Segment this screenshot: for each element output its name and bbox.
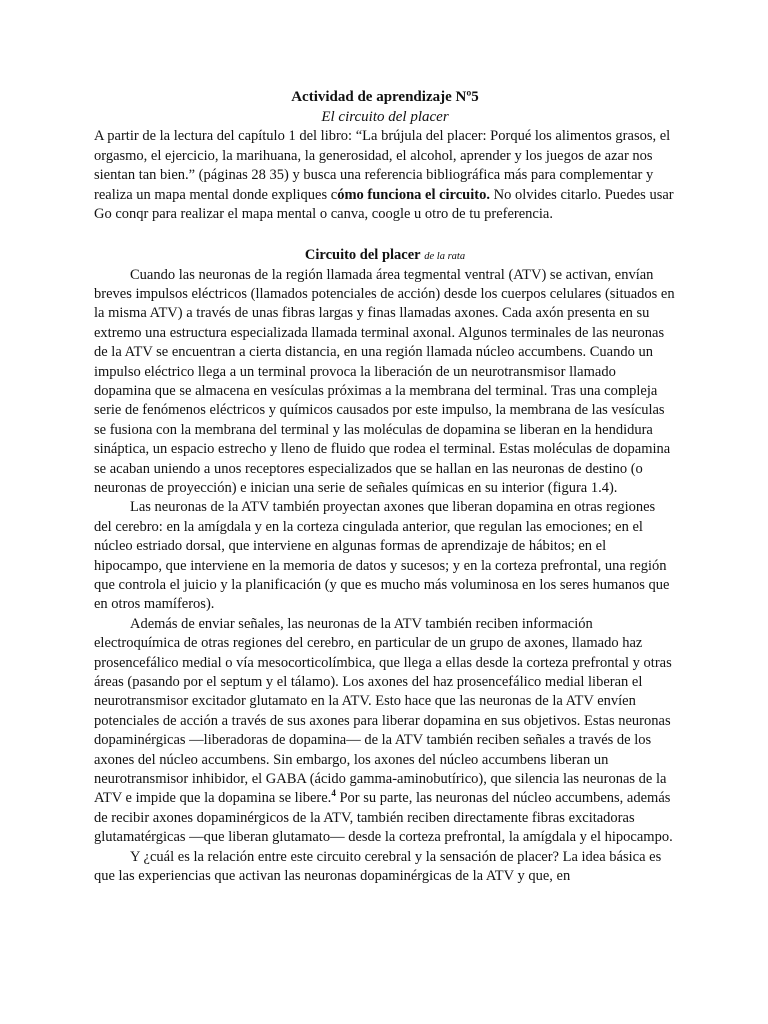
intro-paragraph — [94, 127, 676, 225]
section-heading — [94, 246, 676, 266]
body-paragraph-2: Las neuronas de la ATV también proyectan axones que liberan dopamina en otras regiones del cerebro: en la amígdala y en la corteza cingulada anterior, que regulan las emociones; en el núcleo estriado dorsal, que interviene en algunas formas de aprendizaje de hábitos; en el hipocampo, que interviene en la memoria de datos y sucesos; y en la corteza prefrontal, una región que controla el juicio y la planificación (y que es mucho más voluminosa en los seres humanos que en otros mamíferos). — [94, 499, 670, 613]
section-heading-main: Circuito del placer — [304, 246, 421, 263]
intro-text-end: No olvides citarlo. Puedes usar Go conqr para realizar el mapa mental o canva, coogle u otro de tu preferencia. — [94, 186, 674, 222]
footnote-marker: 4 — [331, 788, 336, 799]
paragraph-3-text-end: Por su parte, las neuronas del núcleo accumbens, además de recibir axones dopaminérgicos de la ATV, también reciben directamente fibras excitadoras glutamatérgicas —que liberan glutamato— desde la corteza prefrontal, la amígdala y el hipocampo. — [94, 790, 673, 846]
document-subtitle: El circuito del placer — [321, 109, 449, 125]
paragraph-3-text: Además de enviar señales, las neuronas de la ATV también reciben información electroquímica de otras regiones del cerebro, en particular de un grupo de axones, llamado haz prosencefálico medial o vía mesocorticolímbica, que llega a ellas desde la corteza prefrontal y otras áreas (pasando por el septum y el tálamo). Los axones del haz prosencefálico medial liberan el neurotransmisor excitador glutamato en la ATV. Esto hace que las neuronas de la ATV envíen potenciales de acción a través de sus axones para liberar dopamina en sus objetivos. Estas neuronas dopaminérgicas —liberadoras de dopamina— de la ATV también reciben señales a través de los axones del núcleo accumbens. Sin embargo, los axones del núcleo accumbens liberan un neurotransmisor inhibidor, el GABA (ácido gamma-aminobutírico), que silencia las neuronas de la ATV e impide que la dopamina se libere. — [94, 615, 672, 807]
body-paragraph-3 — [94, 615, 676, 848]
document-title: Actividad de aprendizaje Nº5 — [291, 89, 479, 105]
intro-bold-text: ómo funciona el circuito. — [337, 186, 490, 203]
document-page — [94, 88, 676, 887]
body-paragraph-4: Y ¿cuál es la relación entre este circuito cerebral y la sensación de placer? La idea básica es que las experiencias que activan las neuronas dopaminérgicas de la ATV y que, en — [94, 848, 662, 885]
section-heading-annotation: de la rata — [424, 250, 466, 262]
body-paragraph-1: Cuando las neuronas de la región llamada área tegmental ventral (ATV) se activan, envían breves impulsos eléctricos (llamados potenciales de acción) desde los cuerpos celulares (situados en la misma ATV) a través de unas fibras largas y finas llamadas axones. Cada axón presenta en su extremo una estructura especializada llamada terminal axonal. Algunos terminales de las neuronas de la ATV se encuentran a cierta distancia, en una región llamada núcleo accumbens. Cuando un impulso eléctrico llega a un terminal provoca la liberación de un neurotransmisor llamado dopamina que se almacena en vesículas próximas a la membrana del terminal. Tras una compleja serie de fenómenos eléctricos y químicos causados por este impulso, la membrana de las vesículas se fusiona con la membrana del terminal y las moléculas de dopamina se liberan en la hendidura sináptica, un espacio estrecho y lleno de fluido que rodea el terminal. Estas moléculas de dopamina se acaban uniendo a unos receptores especializados que se hallan en las neuronas de destino (o neuronas de proyección) e inician una serie de señales químicas en su interior (figura 1.4). — [94, 266, 675, 496]
intro-text: A partir de la lectura del capítulo 1 del libro: “La brújula del placer: Porqué los alimentos grasos, el orgasmo, el ejercicio, la marihuana, la generosidad, el alcohol, aprender y los juegos de azar nos sientan tan bien.” (páginas 28 35) y busca una referencia bibliográfica más para complementar y realiza un mapa mental donde expliques c — [94, 128, 671, 203]
